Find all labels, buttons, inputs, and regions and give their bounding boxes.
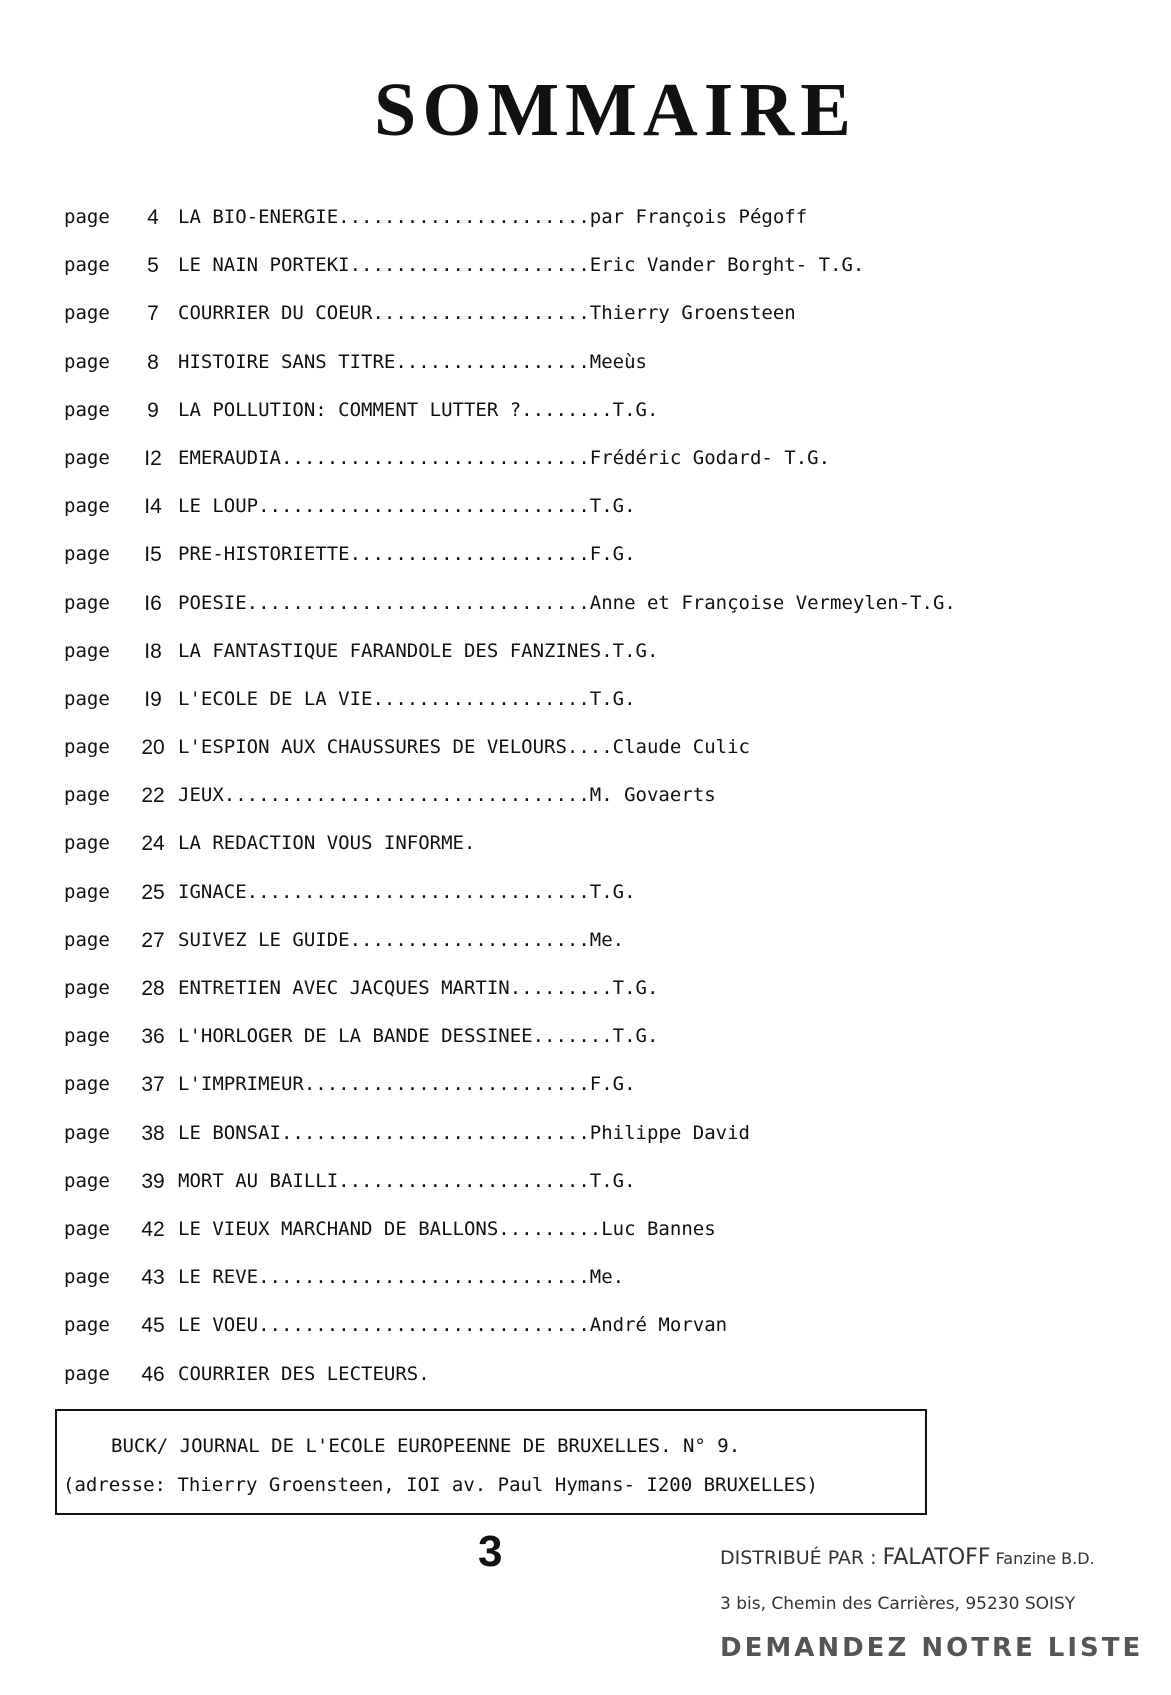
toc-entry-text: L'ECOLE DE LA VIE...................T.G. <box>178 687 636 710</box>
toc-page-number: I9 <box>144 687 162 711</box>
toc-row <box>64 1122 1104 1170</box>
toc-page-word: page <box>64 1362 110 1385</box>
toc-row <box>64 351 1104 399</box>
toc-page-number: 8 <box>147 350 159 374</box>
toc-row <box>64 736 1104 784</box>
toc-page-word: page <box>64 1121 110 1144</box>
toc-entry-text: PRE-HISTORIETTE.....................F.G. <box>178 543 636 566</box>
distributor-suffix: Fanzine B.D. <box>990 1549 1095 1568</box>
toc-entry-text: LE REVE.............................Me. <box>178 1266 625 1289</box>
toc-page-number: 5 <box>147 254 159 278</box>
toc-row <box>64 1025 1104 1073</box>
toc-entry-text: COURRIER DU COEUR...................Thierry Groensteen <box>178 302 796 325</box>
toc-row <box>64 977 1104 1025</box>
toc-row <box>64 1170 1104 1218</box>
toc-entry-text: L'HORLOGER DE LA BANDE DESSINEE.......T.G. <box>178 1025 659 1048</box>
toc-entry-text: LE VIEUX MARCHAND DE BALLONS.........Luc Bannes <box>178 1217 716 1240</box>
toc-row <box>64 640 1104 688</box>
toc-page-number: I6 <box>144 591 162 615</box>
toc-page-word: page <box>64 302 110 325</box>
toc-page-number: I8 <box>144 639 162 663</box>
toc-page-word: page <box>64 398 110 421</box>
toc-page-number: I5 <box>144 543 162 567</box>
toc-entry-text: LA FANTASTIQUE FARANDOLE DES FANZINES.T.G. <box>178 639 659 662</box>
toc-row <box>64 543 1104 591</box>
toc-page-word: page <box>64 446 110 469</box>
toc-entry-text: LA REDACTION VOUS INFORME. <box>178 832 476 855</box>
toc-row <box>64 447 1104 495</box>
toc-page-number: 9 <box>147 398 159 422</box>
page-title: SOMMAIRE <box>374 68 857 152</box>
toc-page-word: page <box>64 591 110 614</box>
toc-entry-text: L'ESPION AUX CHAUSSURES DE VELOURS....Claude Culic <box>178 736 750 759</box>
toc-page-number: 36 <box>141 1025 165 1049</box>
toc-page-number: 43 <box>141 1266 165 1290</box>
toc-entry-text: L'IMPRIMEUR.........................F.G. <box>178 1073 636 1096</box>
toc-row <box>64 254 1104 302</box>
toc-entry-text: POESIE..............................Anne et Françoise Vermeylen-T.G. <box>178 591 956 614</box>
toc-entry-text: LE VOEU.............................André Morvan <box>178 1314 728 1337</box>
toc-page-word: page <box>64 687 110 710</box>
toc-row <box>64 592 1104 640</box>
toc-page-number: 4 <box>147 206 159 229</box>
toc-page-word: page <box>64 1073 110 1096</box>
toc-page-word: page <box>64 639 110 662</box>
toc-row <box>64 784 1104 832</box>
toc-page-number: 7 <box>147 302 159 326</box>
toc-page-number: 27 <box>141 928 165 952</box>
distributor-label: DISTRIBUÉ PAR : <box>720 1547 883 1569</box>
toc-entry-text: LE LOUP.............................T.G. <box>178 495 636 518</box>
toc-entry-text: IGNACE..............................T.G. <box>178 880 636 903</box>
toc-page-number: 25 <box>141 880 165 904</box>
distributor-address: 3 bis, Chemin des Carrières, 95230 SOISY <box>720 1594 1076 1614</box>
toc-row <box>64 688 1104 736</box>
publication-address-line: (adresse: Thierry Groensteen, IOI av. Paul Hymans- I200 BRUXELLES) <box>63 1474 818 1496</box>
toc-row <box>64 881 1104 929</box>
toc-page-word: page <box>64 495 110 518</box>
toc-row <box>64 1073 1104 1121</box>
toc-page-word: page <box>64 1025 110 1048</box>
toc-page-word: page <box>64 543 110 566</box>
toc-entry-text: ENTRETIEN AVEC JACQUES MARTIN.........T.G. <box>178 977 659 999</box>
toc-page-word: page <box>64 784 110 807</box>
toc-page-word: page <box>64 880 110 903</box>
toc-page-number: 38 <box>141 1121 165 1145</box>
toc-row <box>64 399 1104 447</box>
page-number: 3 <box>478 1527 503 1576</box>
toc-row <box>64 302 1104 350</box>
request-list-line: DEMANDEZ NOTRE LISTE <box>720 1633 1144 1663</box>
toc-page-word: page <box>64 832 110 855</box>
toc-entry-text: COURRIER DES LECTEURS. <box>178 1362 430 1385</box>
toc-page-number: I4 <box>144 495 162 519</box>
toc-page-number: 45 <box>141 1314 165 1338</box>
publication-title-line: BUCK/ JOURNAL DE L'ECOLE EUROPEENNE DE BRUXELLES. N° 9. <box>111 1435 741 1457</box>
toc-row <box>64 495 1104 543</box>
toc-page-word: page <box>64 1266 110 1289</box>
toc-page-number: 22 <box>141 784 165 808</box>
toc-page-word: page <box>64 1314 110 1337</box>
toc-page-number: 24 <box>141 832 165 856</box>
toc-row <box>64 1266 1104 1314</box>
toc-row <box>64 206 1104 254</box>
publication-info-box <box>55 1409 927 1515</box>
toc-page-number: 39 <box>141 1169 165 1193</box>
distributor-line <box>720 1545 1095 1570</box>
toc-entry-text: LA POLLUTION: COMMENT LUTTER ?........T.G. <box>178 398 659 421</box>
toc-entry-text: EMERAUDIA...........................Frédéric Godard- T.G. <box>178 446 831 469</box>
toc-page-word: page <box>64 1217 110 1240</box>
toc-entry-text: LE BONSAI...........................Philippe David <box>178 1121 750 1144</box>
toc-row <box>64 929 1104 977</box>
toc-entry-text: SUIVEZ LE GUIDE.....................Me. <box>178 928 625 951</box>
toc-entry-text: HISTOIRE SANS TITRE.................Meeùs <box>178 350 647 373</box>
toc-row <box>64 1218 1104 1266</box>
table-of-contents <box>64 206 1104 1411</box>
toc-page-word: page <box>64 977 110 999</box>
toc-page-number: 42 <box>141 1217 165 1241</box>
toc-page-word: page <box>64 928 110 951</box>
distributor-name: FALATOFF <box>882 1545 991 1570</box>
toc-entry-text: MORT AU BAILLI......................T.G. <box>178 1169 636 1192</box>
toc-page-word: page <box>64 206 110 228</box>
toc-row <box>64 832 1104 880</box>
toc-page-number: 28 <box>141 977 165 1000</box>
toc-page-number: 37 <box>141 1073 165 1097</box>
toc-page-word: page <box>64 254 110 277</box>
toc-page-word: page <box>64 1169 110 1192</box>
toc-row <box>64 1314 1104 1362</box>
toc-entry-text: LA BIO-ENERGIE......................par François Pégoff <box>178 206 808 228</box>
toc-entry-text: LE NAIN PORTEKI.....................Eric Vander Borght- T.G. <box>178 254 865 277</box>
toc-page-number: I2 <box>144 446 162 470</box>
toc-page-number: 20 <box>141 736 165 760</box>
toc-page-word: page <box>64 736 110 759</box>
toc-entry-text: JEUX................................M. Govaerts <box>178 784 716 807</box>
toc-row <box>64 1363 1104 1411</box>
toc-page-number: 46 <box>141 1362 165 1386</box>
toc-page-word: page <box>64 350 110 373</box>
